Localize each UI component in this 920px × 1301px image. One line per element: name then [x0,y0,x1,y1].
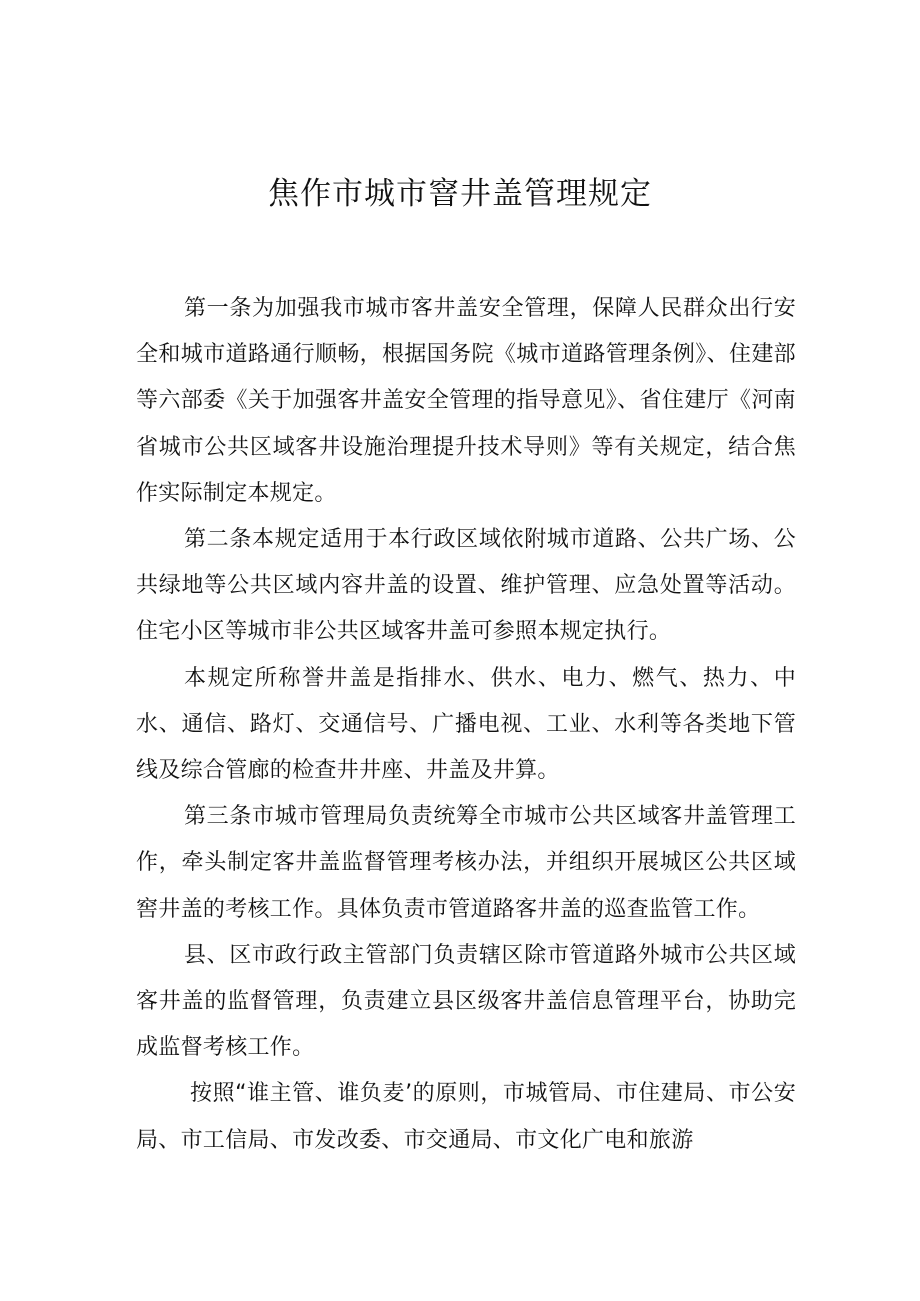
paragraph-article-2: 第二条本规定适用于本行政区域依附城市道路、公共广场、公共绿地等公共区域内容井盖的设置、维护管理、应急处置等活动。住宅小区等城市非公共区域客井盖可参照本规定执行。 [136,527,796,645]
paragraph-county-responsibility: 县、区市政行政主管部门负责辖区除市管道路外城市公共区域客井盖的监督管理，负责建立县区级客井盖信息管理平台，协助完成监督考核工作。 [136,942,796,1061]
paragraph-principle: 按照“谁主管、谁负麦’的原则，市城管局、市住建局、市公安局、市工信局、市发改委、市交通局、市文化广电和旅游 [136,1081,796,1153]
document-body [136,286,796,1164]
paragraph-article-3: 第三条市城市管理局负责统筹全市城市公共区域客井盖管理工作，牵头制定客井盖监督管理考核办法，并组织开展城区公共区域窖井盖的考核工作。具体负责市管道路客井盖的巡查监管工作。 [136,804,796,922]
paragraph-article-1: 第一条为加强我市城市客井盖安全管理，保障人民群众出行安全和城市道路通行顺畅，根据国务院《城市道路管理条例》、住建部等六部委《关于加强客井盖安全管理的指导意见》、省住建厅《河南省城市公共区域客井设施治理提升技术导则》等有关规定，结合焦作实际制定本规定。 [136,296,796,506]
document-title: 焦作市城市窨井盖管理规定 [268,176,652,212]
paragraph-definition: 本规定所称誉井盖是指排水、供水、电力、燃气、热力、中水、通信、路灯、交通信号、广播电视、工业、水利等各类地下管线及综合管廊的检查井井座、井盖及井算。 [136,665,796,784]
